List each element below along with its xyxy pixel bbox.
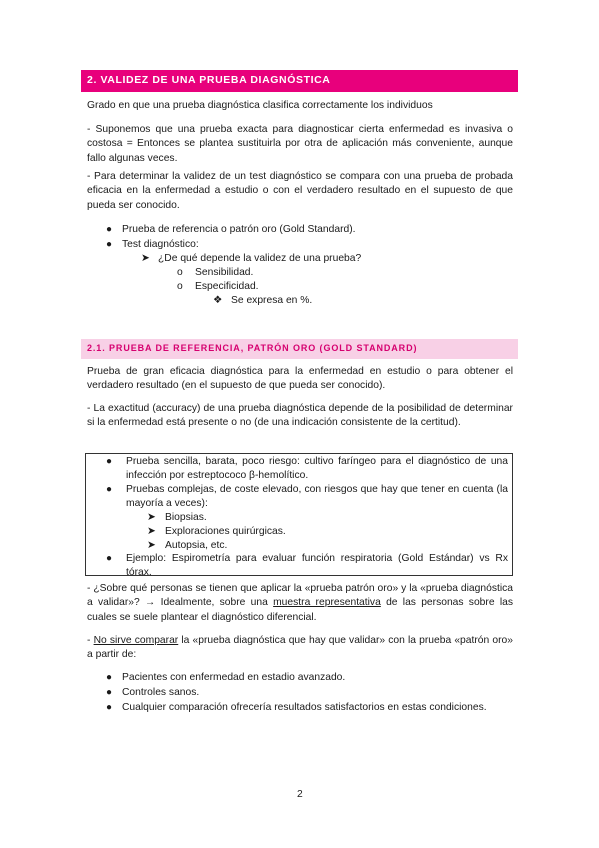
bullet-icon: ● [106,484,113,495]
box-sub-item: Biopsias. [165,512,207,523]
list-item: Se expresa en %. [231,295,313,306]
box-item: Prueba sencilla, barata, poco riesgo: cultivo faríngeo para el diagnóstico de una infección por estreptococo β-hemolítico. [126,456,508,482]
section-title: 2. VALIDEZ DE UNA PRUEBA DIAGNÓSTICA [87,74,331,86]
paragraph-invasive: - Suponemos que una prueba exacta para diagnosticar cierta enfermedad es invasiva o costosa = Entonces se plantea sustituirla por otra de aplicación más conveniente, aunque fallo algunas veces. [87,124,513,164]
arrow-icon: → [145,597,156,609]
answer-text-end: de las personas sobre las cuales se suele plantear el diagnóstico diferencial. [87,597,513,623]
arrow-bullet-icon: ➤ [141,253,150,264]
box-sub-item: Autopsia, etc. [165,540,228,551]
underlined-text: muestra representativa [273,597,381,609]
paragraph-gold-standard: Prueba de gran eficacia diagnóstica para la enfermedad en estudio o para obtener el verdadero resultado (en el supuesto de que pueda ser conocido). [87,366,513,392]
underlined-text: No sirve comparar [93,635,179,646]
diamond-bullet-icon: ❖ [213,295,223,306]
list-item: Prueba de referencia o patrón oro (Gold Standard). [122,224,356,235]
bullet-icon: ● [106,456,113,467]
paragraph-not-valid: - No sirve comparar la «prueba diagnóstica que hay que validar» con la prueba «patrón oro» a partir de: [87,635,513,661]
list-item: Cualquier comparación ofrecería resultados satisfactorios en estas condiciones. [122,702,487,713]
question-text: - ¿Sobre qué personas se tienen que aplicar la «prueba patrón oro» y la «prueba diagnóstica a validar»? [87,583,513,609]
list-item-question: ¿De qué depende la validez de una prueba? [158,253,362,264]
bullet-icon: ● [106,553,113,564]
list-item: Controles sanos. [122,687,200,698]
circle-bullet-icon: o [177,281,183,292]
circle-bullet-icon: o [177,267,183,278]
bullet-icon: ● [106,224,113,235]
list-item: Especificidad. [195,281,259,292]
subsection-heading-bar [81,339,518,359]
section-heading-bar [81,70,518,92]
page-number: 2 [297,789,303,800]
arrow-bullet-icon: ➤ [147,540,156,551]
definition-text: Grado en que una prueba diagnóstica clasifica correctamente los individuos [87,100,433,111]
box-sub-item: Exploraciones quirúrgicas. [165,526,286,537]
paragraph-accuracy: - La exactitud (accuracy) de una prueba diagnóstica depende de la posibilidad de determinar si la enfermedad está presente o no (de una indicación consistente de la certitud). [87,403,513,429]
paragraph-validity: - Para determinar la validez de un test diagnóstico se compara con una prueba de probada eficacia en la enfermedad a estudio o con el verdadero resultado en el supuesto de que pueda ser conocido. [87,171,513,211]
bullet-icon: ● [106,687,113,698]
list-item: Test diagnóstico: [122,239,199,250]
answer-text: Idealmente, sobre una [160,597,268,609]
box-item: Ejemplo: Espirometría para evaluar función respiratoria (Gold Estándar) vs Rx tórax. [126,553,508,579]
subsection-title: 2.1. PRUEBA DE REFERENCIA, PATRÓN ORO (GOLD STANDARD) [87,343,418,353]
arrow-bullet-icon: ➤ [147,512,156,523]
bullet-icon: ● [106,672,113,683]
bullet-icon: ● [106,239,113,250]
list-item: Sensibilidad. [195,267,254,278]
paragraph-who [87,582,513,625]
bullet-icon: ● [106,702,113,713]
box-item: Pruebas complejas, de coste elevado, con riesgos que hay que tener en cuenta (la mayoría a veces): [126,484,508,510]
list-item: Pacientes con enfermedad en estadio avanzado. [122,672,346,683]
paragraph-rest: la «prueba diagnóstica que hay que validar» con la prueba «patrón oro» a partir de: [87,635,513,661]
arrow-bullet-icon: ➤ [147,526,156,537]
